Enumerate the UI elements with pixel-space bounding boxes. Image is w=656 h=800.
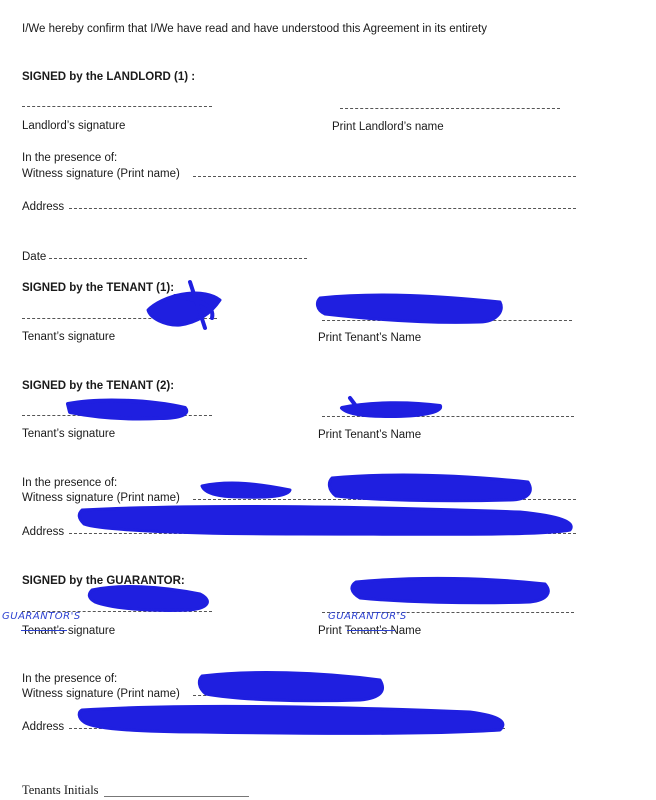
tenant1-signature-label: Tenant’s signature: [22, 331, 116, 343]
guarantor-name-label-struck: Tenant’s: [344, 625, 388, 637]
landlord-heading: SIGNED by the LANDLORD (1) :: [22, 71, 196, 83]
tenants-initials-label: Tenants Initials: [22, 783, 99, 797]
tenant1-name-redaction: [317, 295, 501, 322]
guarantor-name-label-prefix: Print: [318, 625, 345, 637]
tenant1-name-label: Print Tenant’s Name: [318, 332, 422, 344]
tenant1-heading: SIGNED by the TENANT (1):: [22, 282, 175, 294]
guarantor-signature-label-struck: Tenant’s: [22, 625, 65, 637]
guarantor-witness-redaction: [199, 673, 382, 701]
guarantor-heading: SIGNED by the GUARANTOR:: [22, 575, 185, 587]
confirmation-text: I/We hereby confirm that I/We have read and have understood this Agreement in its entirety: [22, 23, 487, 35]
guarantor-signature-redaction: [89, 587, 207, 611]
guarantor-address-label: Address: [22, 721, 65, 733]
guarantor-signature-handwritten-note: GUARANTOR'S: [2, 611, 81, 622]
guarantor-presence-label: In the presence of:: [22, 673, 118, 685]
tenant2-heading: SIGNED by the TENANT (2):: [22, 380, 175, 392]
guarantor-address-redaction: [79, 706, 503, 733]
tenant2-witness-signature-redaction: [202, 483, 290, 497]
tenant2-witness-name-redaction: [329, 475, 530, 501]
landlord-witness-label: Witness signature (Print name): [22, 168, 180, 180]
guarantor-signature-label-suffix: signature: [64, 625, 116, 637]
landlord-presence-label: In the presence of:: [22, 152, 118, 164]
guarantor-name-label-suffix: Name: [387, 625, 422, 637]
tenant2-presence-label: In the presence of:: [22, 477, 118, 489]
tenant2-name-label: Print Tenant’s Name: [318, 429, 422, 441]
landlord-signature-label: Landlord’s signature: [22, 120, 126, 132]
guarantor-witness-label: Witness signature (Print name): [22, 688, 180, 700]
tenant2-signature-redaction: [68, 401, 186, 419]
landlord-address-label: Address: [22, 201, 65, 213]
tenant2-name-redaction: [342, 398, 440, 416]
tenant2-signature-label: Tenant’s signature: [22, 428, 116, 440]
guarantor-name-handwritten-note: GUARANTOR'S: [328, 611, 407, 622]
tenant2-address-label: Address: [22, 526, 65, 538]
landlord-name-label: Print Landlord’s name: [332, 121, 444, 133]
landlord-date-label: Date: [22, 251, 47, 263]
tenant2-witness-label: Witness signature (Print name): [22, 492, 180, 504]
guarantor-name-redaction: [352, 578, 548, 602]
tenant2-address-redaction: [79, 506, 571, 534]
